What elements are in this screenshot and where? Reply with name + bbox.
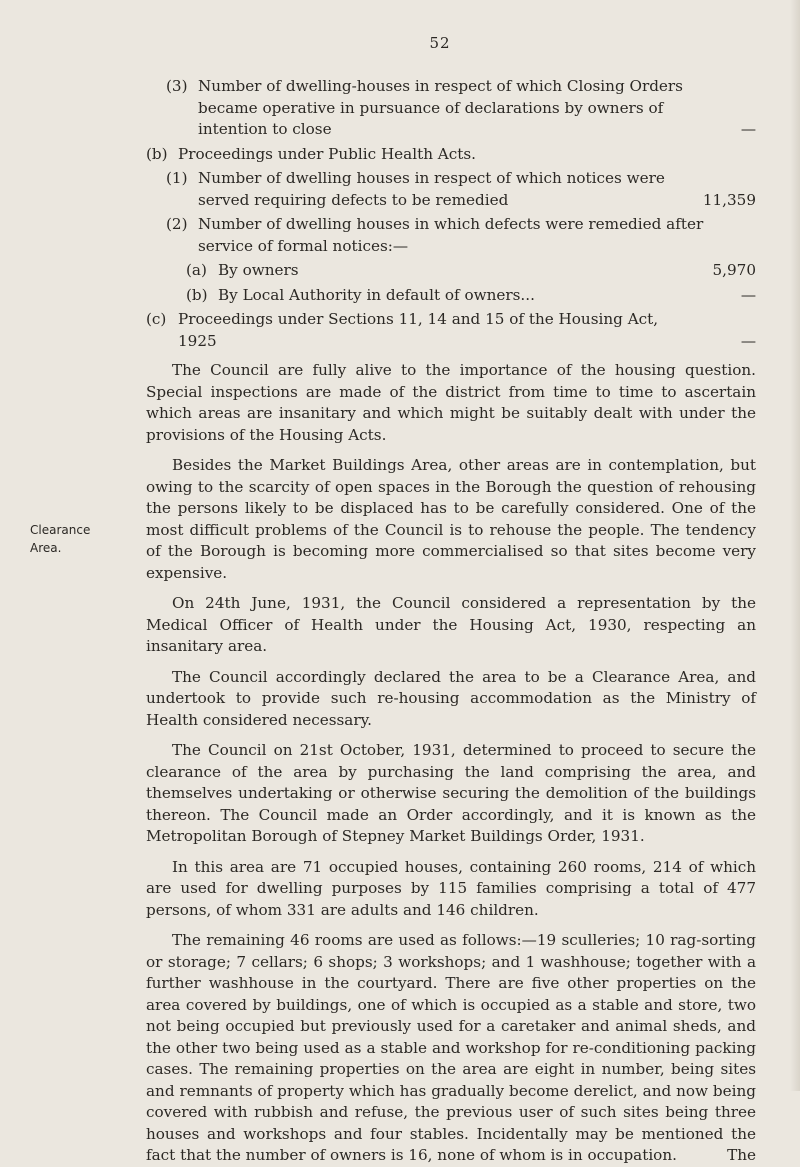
list-item-c [146, 309, 756, 352]
item-text: Proceedings under Public Health Acts. [178, 144, 476, 163]
item-text: Number of dwelling houses in which defects were remedied after service of formal notices:— [198, 215, 704, 255]
item-text: By owners [218, 261, 299, 279]
item-value: 11,359 [702, 190, 756, 209]
paragraph-2: Besides the Market Buildings Area, other areas are in contemplation, but owing to the scarcity of open spaces in the Borough the question of rehousing the persons likely to be displaced has to be carefully considered. One of the most difficult problems of the Council is to rehouse the people. The tendency of the Borough is becoming more commercialised so that sites become very expensive. [146, 456, 756, 582]
item-text: Number of dwelling-houses in respect of which Closing Orders became operative in pursuance of declarations by owners of intention to close [198, 77, 683, 138]
page-content [146, 76, 756, 1167]
list-item-a3 [146, 76, 756, 141]
paragraph-3: On 24th June, 1931, the Council considered a representation by the Medical Officer of Health under the Housing Act, 1930, respecting an insanitary area. [146, 594, 756, 655]
item-number: (2) [166, 215, 188, 233]
item-value: 5,970 [712, 261, 756, 279]
page-edge-shadow [790, 0, 800, 1091]
list-item-b2 [146, 214, 756, 257]
paragraph-7 [146, 930, 756, 1167]
paragraph-5: The Council on 21st October, 1931, determined to proceed to secure the clearance of the area by purchasing the land comprising the area, and themselves undertaking or otherwise securing the demolition of the buildings thereon. The Council made an Order accordingly, and it is known as the Metropolitan Borough of Stepney Market Buildings Order, 1931. [146, 741, 756, 845]
list-item-b2b [146, 285, 756, 307]
item-label: (a) [186, 261, 207, 279]
item-value: — [740, 120, 756, 138]
item-value: — [740, 285, 756, 304]
list-item-b [146, 144, 756, 166]
paragraph-7-text: The remaining 46 rooms are used as follows:—19 sculleries; 10 rag-sorting or storage; 7 cellars; 6 shops; 3 workshops; and 1 washhouse; together with a further washhouse in the courtyard. There are five other properties on the area covered by buildings, one of which is occupied as a stable and store, two not being occupied but previously used for a caretaker and animal sheds, and the other two being used as a stable and workshop for re-conditioning packing cases. The remaining properties on the area are eight in number, being sites and remnants of property which has gradually become derelict, and now being covered with rubbish and refuse, the previous user of such sites being three houses and workshops and four stables. Incidentally may be mentioned the fact that the number of owners is 16, none of whom is in occupation. [146, 931, 756, 1164]
item-number: (1) [166, 169, 188, 187]
item-label: (b) [146, 144, 168, 163]
item-value: — [740, 331, 756, 350]
item-label: (c) [146, 310, 167, 328]
list-item-b1 [146, 168, 756, 211]
item-text: By Local Authority in default of owners... [218, 285, 535, 304]
item-text: Number of dwelling houses in respect of which notices were served requiring defects to be remedied [198, 169, 665, 209]
list-item-b2a [146, 260, 756, 282]
paragraph-6: In this area are 71 occupied houses, containing 260 rooms, 214 of which are used for dwelling purposes by 115 families comprising a total of 477 persons, of whom 331 are adults and 146 children. [146, 857, 756, 919]
paragraph-1: The Council are fully alive to the importance of the housing question. Special inspections are made of the district from time to time to ascertain which areas are insanitary and which might be suitably dealt with under the provisions of the Housing Acts. [146, 361, 756, 444]
page-number: 52 [429, 34, 451, 52]
item-label: (b) [186, 285, 208, 304]
item-number: (3) [166, 77, 188, 95]
item-text: Proceedings under Sections 11, 14 and 15 of the Housing Act, 1925 [178, 310, 659, 350]
paragraph-7-catchword: The [727, 1146, 756, 1164]
margin-note-clearance-area: Clearance Area. [30, 523, 91, 555]
paragraph-4: The Council accordingly declared the area to be a Clearance Area, and undertook to provide such re-housing accommodation as the Ministry of Health considered necessary. [146, 667, 756, 729]
